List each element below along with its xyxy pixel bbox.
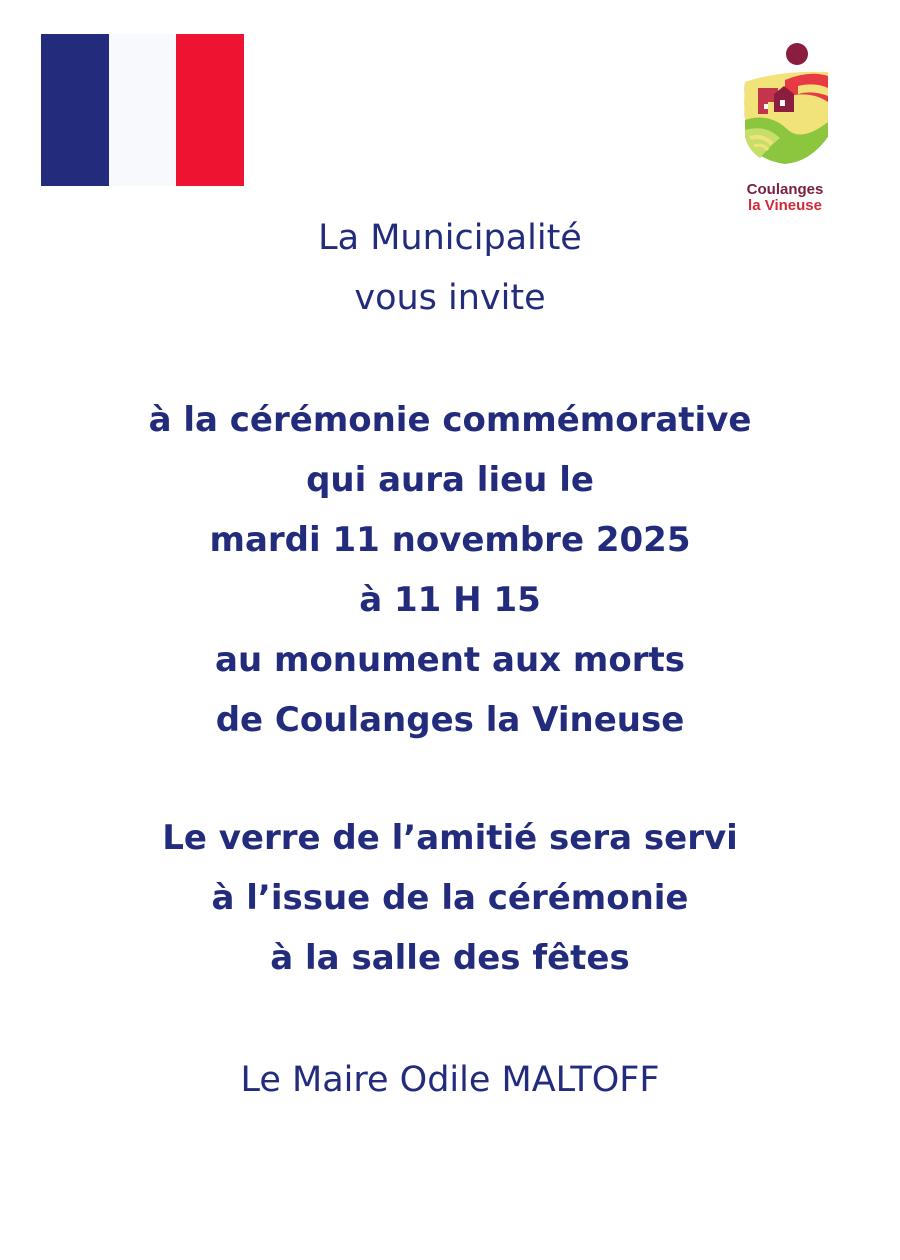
ceremony-date: mardi 11 novembre 2025 <box>209 520 691 560</box>
coulanges-la-vineuse-logo <box>730 42 840 222</box>
intro-line-2: vous invite <box>354 278 546 318</box>
intro-line-1: La Municipalité <box>318 218 582 258</box>
flag-red-band <box>176 34 244 186</box>
reception-line-1: Le verre de l’amitié sera servi <box>162 818 738 858</box>
logo-name-line2: la Vineuse <box>748 197 822 214</box>
reception-line-2: à l’issue de la cérémonie <box>211 878 689 918</box>
flag-white-band <box>109 34 177 186</box>
flag-blue-band <box>41 34 109 186</box>
mayor-signature: Le Maire Odile MALTOFF <box>240 1060 660 1100</box>
reception-line-3: à la salle des fêtes <box>270 938 630 978</box>
ceremony-place-2: de Coulanges la Vineuse <box>215 700 685 740</box>
french-flag <box>41 34 244 186</box>
ceremony-place-1: au monument aux morts <box>215 640 685 680</box>
ceremony-time: à 11 H 15 <box>359 580 541 620</box>
logo-name-line1: Coulanges <box>746 181 824 198</box>
ceremony-line-1: à la cérémonie commémorative <box>148 400 752 440</box>
logo-emblem-icon <box>740 42 830 167</box>
ceremony-line-2: qui aura lieu le <box>306 460 594 500</box>
